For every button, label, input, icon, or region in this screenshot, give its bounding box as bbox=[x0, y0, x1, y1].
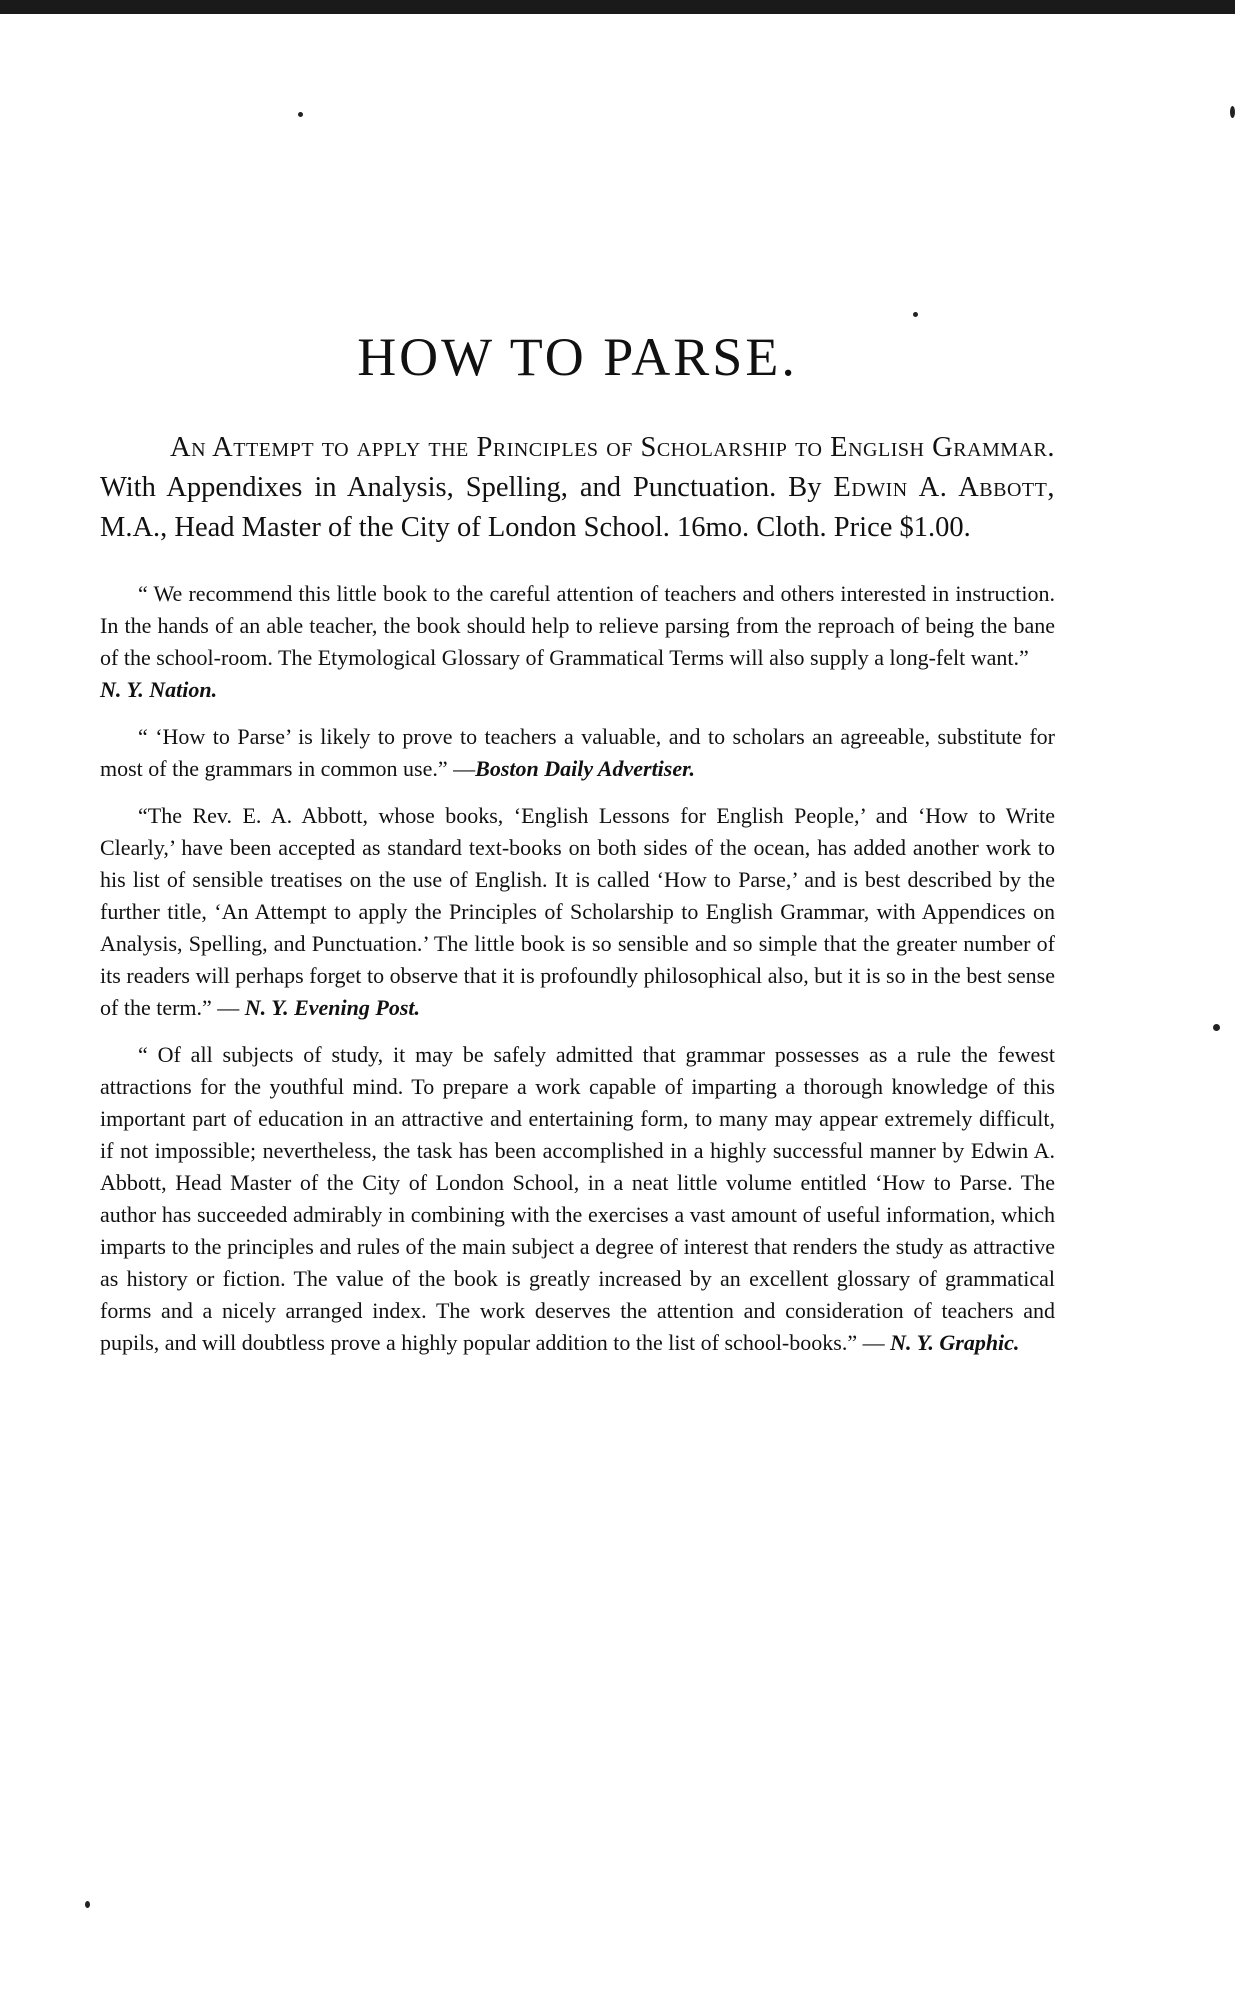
scan-speck bbox=[1213, 1024, 1220, 1031]
book-author: Edwin A. Abbott, bbox=[833, 472, 1055, 503]
review-text: “ Of all subjects of study, it may be safely admitted that grammar possesses as a rule the fewest attractions for the youthful mind. To prepare a work capable of imparting a thorough knowledge of this important part of education in an attractive and entertaining form, to many may appear extremely difficult, if not impossible; nevertheless, the task has been accomplished in a highly successful manner by Edwin A. Abbott, Head Master of the City of London School, in a neat little volume entitled ‘How to Parse. The author has succeeded admirably in combining with the exercises a vast amount of useful information, which imparts to the principles and rules of the main subject a degree of interest that renders the study as attractive as history or fiction. The value of the book is greatly increased by an excellent glossary of grammatical forms and a nicely arranged index. The work deserves the attention and consideration of teachers and pupils, and will doubtless prove a highly popular addition to the list of school-books.” — bbox=[100, 1042, 1055, 1355]
review-quote bbox=[100, 800, 1055, 1024]
book-imprint: M.A., Head Master of the City of London School. 16mo. Cloth. Price $1.00. bbox=[100, 512, 971, 543]
review-quote bbox=[100, 578, 1055, 706]
review-source: N. Y. Graphic. bbox=[890, 1330, 1020, 1355]
review-source: N. Y. Evening Post. bbox=[244, 995, 420, 1020]
review-text: “ ‘How to Parse’ is likely to prove to teachers a valuable, and to scholars an agreeable, substitute for most of the grammars in common use.” — bbox=[100, 724, 1055, 781]
review-quote bbox=[100, 721, 1055, 785]
advertisement-page bbox=[100, 327, 1055, 1374]
page-title: HOW TO PARSE. bbox=[357, 327, 798, 387]
scan-speck bbox=[913, 312, 918, 317]
scan-speck bbox=[85, 1901, 90, 1908]
review-source: Boston Daily Advertiser. bbox=[475, 756, 695, 781]
review-source: N. Y. Nation. bbox=[100, 677, 218, 702]
review-text: “ We recommend this little book to the careful attention of teachers and others interested in instruction. In the hands of an able teacher, the book should help to relieve parsing from the reproach of being the bane of the school-room. The Etymological Glossary of Grammatical Terms will also supply a long-felt want.” bbox=[100, 581, 1055, 670]
scan-top-border bbox=[0, 0, 1235, 14]
book-description bbox=[100, 428, 1055, 548]
review-text: “The Rev. E. A. Abbott, whose books, ‘English Lessons for English People,’ and ‘How to Write Clearly,’ have been accepted as standard text-books on both sides of the ocean, has added another work to his list of sensible treatises on the use of English. It is called ‘How to Parse,’ and is best described by the further title, ‘An Attempt to apply the Principles of Scholarship to English Grammar, with Appendices on Analysis, Spelling, and Punctuation.’ The little book is so sensible and so simple that the greater number of its readers will perhaps forget to observe that it is profoundly philosophical also, but it is so in the best sense of the term.” — bbox=[100, 803, 1055, 1020]
book-details: With Appendixes in Analysis, Spelling, and Punctuation. By bbox=[100, 472, 834, 503]
review-quote bbox=[100, 1039, 1055, 1359]
scan-speck bbox=[1230, 106, 1235, 118]
scan-speck bbox=[298, 112, 303, 117]
book-subtitle: An Attempt to apply the Principles of Scholarship to English Grammar. bbox=[170, 432, 1055, 463]
